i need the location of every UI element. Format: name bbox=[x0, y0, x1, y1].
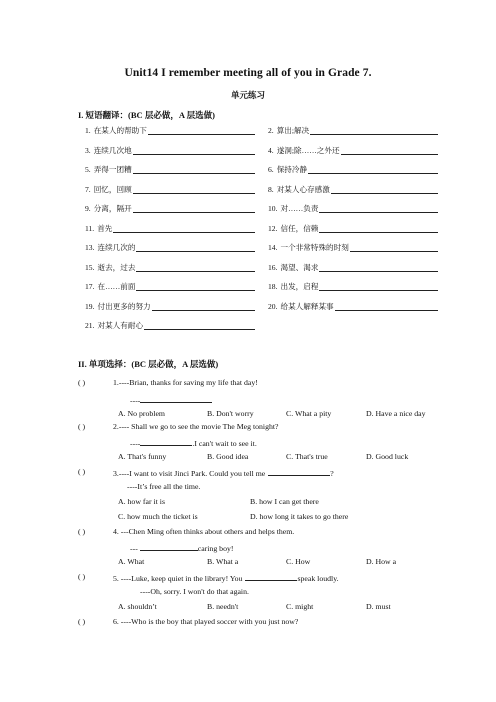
question-1-reply bbox=[130, 395, 212, 405]
question-3-stem: 3.----I want to visit Jinci Park. Could you tell me bbox=[113, 469, 266, 478]
vocab-answer-blank[interactable] bbox=[308, 165, 438, 174]
vocab-item-number: 5. bbox=[85, 165, 91, 175]
question-2-reply-prefix: ---- bbox=[130, 439, 141, 448]
vocab-item-number: 12. bbox=[268, 223, 278, 233]
question-1-option-a[interactable]: A. No problem bbox=[118, 409, 165, 418]
vocab-answer-blank[interactable] bbox=[133, 185, 255, 194]
vocab-item bbox=[268, 282, 438, 291]
vocab-answer-blank[interactable] bbox=[148, 126, 255, 135]
vocab-item bbox=[268, 146, 438, 155]
vocab-item bbox=[85, 224, 255, 233]
vocab-item-prompt: 信任，信赖 bbox=[280, 223, 319, 233]
section-1-heading: I. 短语翻译：(BC 层必做，A 层选做) bbox=[78, 110, 215, 120]
question-4-option-b[interactable]: B. What a bbox=[207, 557, 239, 566]
vocab-item-prompt: 逝去，过去 bbox=[97, 262, 136, 272]
question-4-reply-prefix: --- bbox=[130, 544, 140, 553]
vocab-item-prompt: 首先 bbox=[97, 223, 113, 233]
answer-paren-3[interactable]: ( ) bbox=[78, 467, 86, 476]
question-3-blank[interactable] bbox=[268, 468, 330, 476]
vocab-answer-blank[interactable] bbox=[350, 243, 438, 252]
vocab-answer-blank[interactable] bbox=[341, 146, 438, 155]
question-3-stem-suffix: ? bbox=[330, 469, 334, 478]
vocab-item-prompt: 渴望、渴求 bbox=[280, 262, 319, 272]
vocab-item-prompt: 算出;解决 bbox=[276, 126, 310, 136]
vocab-item bbox=[268, 165, 438, 174]
answer-paren-4[interactable]: ( ) bbox=[78, 527, 86, 536]
vocab-answer-blank[interactable] bbox=[136, 243, 255, 252]
vocab-item-prompt: 在……前面 bbox=[97, 282, 136, 292]
question-5-reply: ----Oh, sorry. I won't do that again. bbox=[140, 587, 249, 596]
question-5-option-a[interactable]: A. shouldn’t bbox=[118, 602, 157, 611]
vocab-item bbox=[85, 126, 255, 135]
question-3-option-a[interactable]: A. how far it is bbox=[118, 497, 165, 506]
vocab-item-prompt: 给某人解释某事 bbox=[280, 301, 334, 311]
answer-paren-6[interactable]: ( ) bbox=[78, 617, 86, 626]
vocab-item-number: 1. bbox=[85, 126, 91, 136]
page-subtitle: 单元练习 bbox=[230, 90, 265, 100]
vocab-item bbox=[85, 321, 255, 330]
vocab-item-number: 19. bbox=[85, 301, 95, 311]
vocab-item-number: 21. bbox=[85, 321, 95, 331]
vocab-item-number: 3. bbox=[85, 145, 91, 155]
question-3-option-c[interactable]: C. how much the ticket is bbox=[118, 512, 198, 521]
vocab-answer-blank[interactable] bbox=[319, 224, 438, 233]
question-1-blank[interactable] bbox=[140, 395, 212, 403]
vocab-answer-blank[interactable] bbox=[133, 146, 255, 155]
vocab-item bbox=[268, 126, 438, 135]
vocab-item-prompt: 回忆，回顾 bbox=[93, 184, 132, 194]
question-5-stem: 5. ----Luke, keep quiet in the library! You bbox=[113, 574, 243, 583]
vocab-item-prompt: 遂洞;除……之外还 bbox=[276, 145, 340, 155]
question-1-stem: 1.----Brian, thanks for saving my life that day! bbox=[113, 378, 258, 387]
question-2-option-d[interactable]: D. Good luck bbox=[366, 452, 409, 461]
vocab-item-number: 15. bbox=[85, 262, 95, 272]
question-2-stem: 2.---- Shall we go to see the movie The Meg tonight? bbox=[113, 422, 279, 431]
answer-paren-2[interactable]: ( ) bbox=[78, 422, 86, 431]
vocab-answer-blank[interactable] bbox=[152, 302, 255, 311]
vocab-item-prompt: 在某人的帮助下 bbox=[93, 126, 147, 136]
vocab-item-number: 13. bbox=[85, 243, 95, 253]
vocab-item-prompt: 分离，隔开 bbox=[93, 204, 132, 214]
question-4-reply bbox=[130, 543, 233, 553]
vocab-item-number: 9. bbox=[85, 204, 91, 214]
vocab-item bbox=[85, 185, 255, 194]
vocab-answer-blank[interactable] bbox=[310, 126, 438, 135]
question-6-stem: 6. ----Who is the boy that played soccer with you just now? bbox=[113, 617, 299, 626]
question-4-reply-suffix: caring boy! bbox=[197, 544, 234, 553]
question-3-option-d[interactable]: D. how long it takes to go there bbox=[250, 512, 349, 521]
question-3-option-b[interactable]: B. how I can get there bbox=[250, 497, 319, 506]
question-1-option-b[interactable]: B. Don't worry bbox=[207, 409, 254, 418]
vocab-answer-blank[interactable] bbox=[331, 185, 438, 194]
question-2-blank[interactable] bbox=[140, 438, 192, 446]
question-5-option-d[interactable]: D. must bbox=[366, 602, 391, 611]
question-5-stem-suffix: speak loudly. bbox=[297, 574, 339, 583]
vocab-item-number: 2. bbox=[268, 126, 274, 136]
question-5-option-b[interactable]: B. needn't bbox=[207, 602, 239, 611]
vocab-item bbox=[85, 165, 255, 174]
question-4-blank[interactable] bbox=[140, 543, 198, 551]
question-1-option-d[interactable]: D. Have a nice day bbox=[366, 409, 426, 418]
vocab-item bbox=[268, 204, 438, 213]
vocab-answer-blank[interactable] bbox=[113, 224, 255, 233]
question-1-option-c[interactable]: C. What a pity bbox=[286, 409, 332, 418]
question-4-stem: 4. ---Chen Ming often thinks about others and helps them. bbox=[113, 527, 295, 536]
vocab-item bbox=[268, 224, 438, 233]
vocab-item-prompt: 对……负责 bbox=[280, 204, 319, 214]
vocab-answer-blank[interactable] bbox=[136, 282, 255, 291]
answer-paren-5[interactable]: ( ) bbox=[78, 572, 86, 581]
vocab-answer-blank[interactable] bbox=[319, 282, 438, 291]
question-3-reply: ----It’s free all the time. bbox=[127, 482, 201, 491]
vocab-item-prompt: 对某人心存感激 bbox=[276, 184, 330, 194]
vocab-item-prompt: 对某人有耐心 bbox=[97, 321, 144, 331]
vocab-answer-blank[interactable] bbox=[319, 204, 438, 213]
vocab-item-prompt: 连续几次的 bbox=[97, 243, 136, 253]
vocab-item-prompt: 一个非常特殊的时刻 bbox=[280, 243, 349, 253]
vocab-answer-blank[interactable] bbox=[335, 302, 438, 311]
vocab-item-number: 14. bbox=[268, 243, 278, 253]
vocab-item bbox=[268, 302, 438, 311]
vocab-item-number: 20. bbox=[268, 301, 278, 311]
question-5-option-c[interactable]: C. might bbox=[286, 602, 314, 611]
vocab-answer-blank[interactable] bbox=[136, 263, 255, 272]
vocab-item-prompt: 弄得一团糟 bbox=[93, 165, 132, 175]
section-2-heading: II. 单项选择：(BC 层必做，A 层选做) bbox=[78, 359, 219, 369]
vocab-item-number: 10. bbox=[268, 204, 278, 214]
vocab-item bbox=[85, 302, 255, 311]
vocab-answer-blank[interactable] bbox=[133, 165, 255, 174]
vocab-item bbox=[85, 243, 255, 252]
vocab-item-prompt: 连续几次地 bbox=[93, 145, 132, 155]
vocab-item-prompt: 付出更多的努力 bbox=[97, 301, 151, 311]
question-1-reply-prefix: ---- bbox=[130, 396, 141, 405]
vocab-item-number: 6. bbox=[268, 165, 274, 175]
vocab-answer-blank[interactable] bbox=[133, 204, 255, 213]
vocab-item bbox=[85, 282, 255, 291]
question-2-option-a[interactable]: A. That's funny bbox=[118, 452, 167, 461]
vocab-item-prompt: 出发，启程 bbox=[280, 282, 319, 292]
vocab-item bbox=[268, 185, 438, 194]
vocab-item-number: 18. bbox=[268, 282, 278, 292]
question-2-option-c[interactable]: C. That's true bbox=[286, 452, 328, 461]
question-3-stem-line bbox=[113, 468, 334, 478]
vocab-item-number: 7. bbox=[85, 184, 91, 194]
question-2-option-b[interactable]: B. Good idea bbox=[207, 452, 249, 461]
vocab-item-number: 17. bbox=[85, 282, 95, 292]
vocab-item bbox=[268, 243, 438, 252]
question-2-reply bbox=[130, 438, 257, 448]
vocab-item bbox=[268, 263, 438, 272]
question-4-option-a[interactable]: A. What bbox=[118, 557, 145, 566]
vocab-item bbox=[85, 146, 255, 155]
vocab-item-number: 11. bbox=[85, 223, 95, 233]
question-5-blank[interactable] bbox=[245, 573, 297, 581]
vocab-item-number: 8. bbox=[268, 184, 274, 194]
vocab-item bbox=[85, 204, 255, 213]
vocab-item-number: 16. bbox=[268, 262, 278, 272]
vocab-answer-blank[interactable] bbox=[319, 263, 438, 272]
vocab-item-prompt: 保持冷静 bbox=[276, 165, 308, 175]
page-title: Unit14 I remember meeting all of you in Grade 7. bbox=[124, 67, 372, 79]
vocab-answer-blank[interactable] bbox=[144, 321, 255, 330]
question-5-stem-line bbox=[113, 573, 339, 583]
answer-paren-1[interactable]: ( ) bbox=[78, 378, 86, 387]
vocab-item bbox=[85, 263, 255, 272]
question-4-option-d[interactable]: D. How a bbox=[366, 557, 397, 566]
question-2-reply-suffix: .I can't wait to see it. bbox=[192, 439, 257, 448]
question-4-option-c[interactable]: C. How bbox=[286, 557, 311, 566]
vocab-item-number: 4. bbox=[268, 145, 274, 155]
